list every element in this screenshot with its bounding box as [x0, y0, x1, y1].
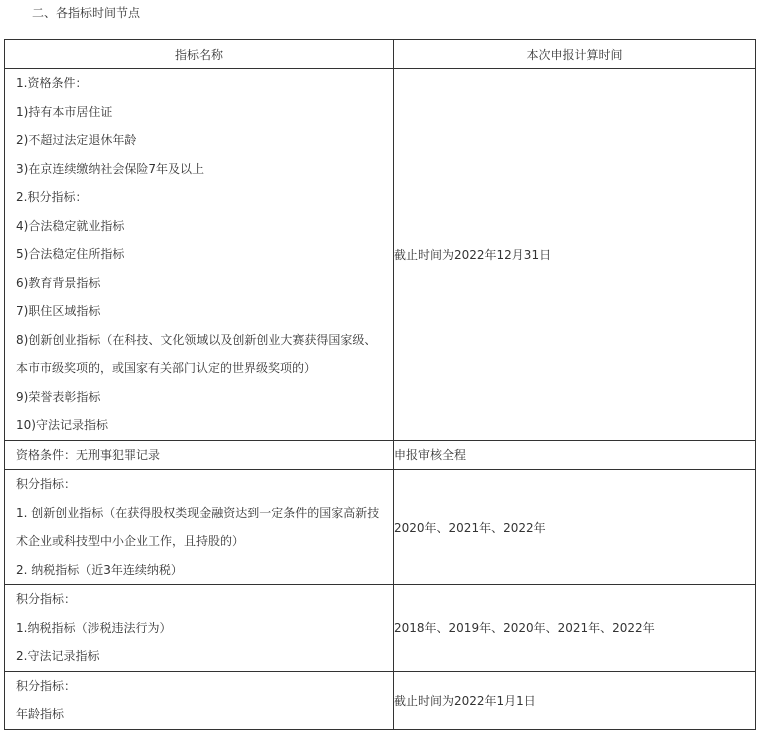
indicator-line: 积分指标：: [16, 678, 77, 693]
indicator-line: 6)教育背景指标: [16, 275, 101, 290]
indicator-time-table: [4, 39, 756, 730]
column-header-indicator-name: 指标名称: [5, 40, 394, 69]
indicator-line: 积分指标：: [16, 592, 77, 606]
table-row: [5, 671, 756, 729]
indicator-line: 资格条件：无刑事犯罪记录: [16, 447, 161, 462]
indicator-line: 年龄指标: [16, 707, 65, 721]
indicator-line: 2.守法记录指标: [16, 649, 100, 663]
indicator-line: 1)持有本市居住证: [16, 104, 113, 119]
indicator-line: 4)合法稳定就业指标: [16, 218, 125, 233]
indicator-cell: [5, 470, 394, 585]
indicator-line: 8)创新创业指标（在科技、文化领域以及创新创业大赛获得国家级、: [16, 332, 377, 347]
calc-time-cell: 2020年、2021年、2022年: [394, 470, 756, 585]
indicator-cell: [5, 440, 394, 470]
indicator-cell: [5, 585, 394, 672]
calc-time-cell: 截止时间为2022年1月1日: [394, 671, 756, 729]
indicator-line: 1.资格条件：: [16, 76, 88, 90]
calc-time-cell: 2018年、2019年、2020年、2021年、2022年: [394, 585, 756, 672]
indicator-line: 5)合法稳定住所指标: [16, 247, 125, 261]
indicator-line: 7)职住区域指标: [16, 304, 101, 318]
section-heading: 二、各指标时间节点: [32, 6, 141, 20]
indicator-line: 2)不超过法定退休年龄: [16, 133, 137, 147]
table-row: [5, 69, 756, 441]
calc-time-cell: 截止时间为2022年12月31日: [394, 69, 756, 441]
indicator-line: 1. 创新创业指标（在获得股权类现金融资达到一定条件的国家高新技: [16, 505, 380, 520]
table-row: [5, 585, 756, 672]
indicator-line: 2.积分指标：: [16, 190, 88, 204]
column-header-calc-time: 本次申报计算时间: [394, 40, 756, 69]
indicator-line: 9)荣誉表彰指标: [16, 389, 101, 404]
indicator-cell: [5, 69, 394, 441]
indicator-line: 本市市级奖项的，或国家有关部门认定的世界级奖项的）: [16, 361, 317, 375]
table-header-row: [5, 40, 756, 69]
indicator-line: 10)守法记录指标: [16, 418, 108, 432]
table-row: [5, 440, 756, 470]
indicator-line: 积分指标：: [16, 477, 77, 491]
indicator-cell: [5, 671, 394, 729]
indicator-line: 2. 纳税指标（近3年连续纳税）: [16, 562, 183, 577]
indicator-line: 1.纳税指标（涉税违法行为）: [16, 620, 172, 635]
indicator-line: 3)在京连续缴纳社会保险7年及以上: [16, 161, 204, 176]
indicator-line: 术企业或科技型中小企业工作，且持股的）: [16, 534, 245, 548]
table-row: [5, 470, 756, 585]
calc-time-cell: 申报审核全程: [394, 440, 756, 470]
